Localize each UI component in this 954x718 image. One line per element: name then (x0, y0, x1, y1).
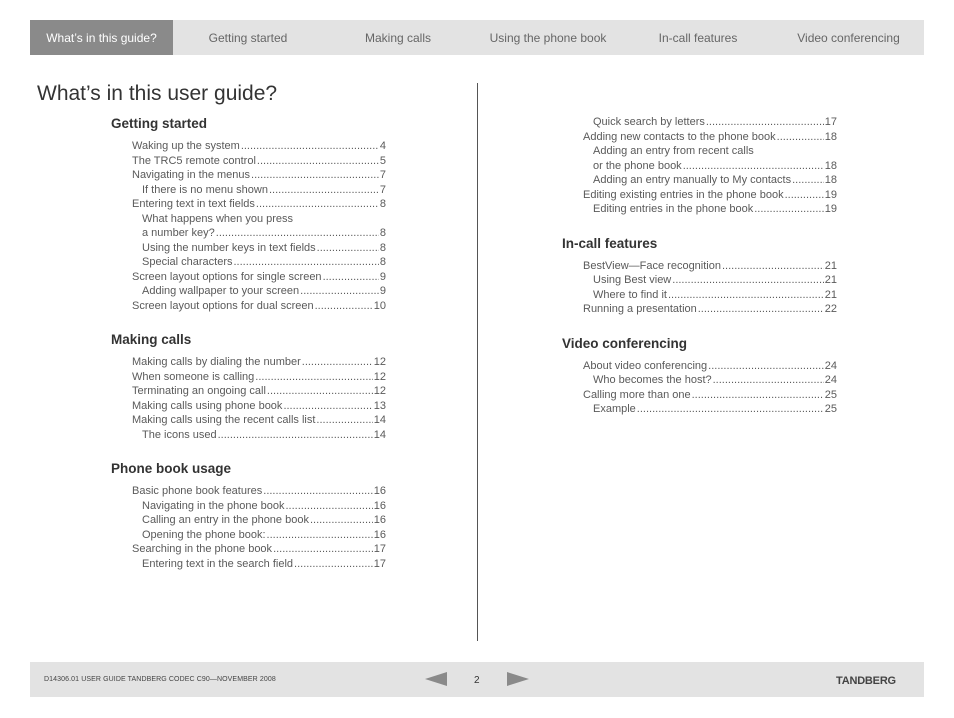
toc-entry[interactable] (562, 288, 837, 303)
toc-entry[interactable] (562, 273, 837, 288)
toc-entry[interactable] (562, 115, 837, 130)
entry-page: 12 (373, 370, 386, 383)
toc-entry[interactable] (111, 226, 386, 241)
entry-text: Screen layout options for single screen (132, 270, 322, 283)
entry-page: 21 (824, 259, 837, 272)
toc-entry[interactable] (111, 499, 386, 514)
entry-page: 17 (824, 116, 837, 128)
entry-page: 19 (824, 188, 837, 201)
entry-page: 16 (373, 514, 386, 526)
entry-page: 14 (373, 414, 386, 426)
entry-text: Adding an entry from recent calls (593, 145, 754, 157)
entry-text: Using Best view (593, 274, 672, 286)
entry-text: When someone is calling (132, 370, 255, 383)
toc-entry[interactable] (111, 154, 386, 169)
section-title: Getting started (111, 116, 208, 131)
toc-entry[interactable] (111, 428, 386, 443)
entry-page: 8 (379, 198, 386, 210)
toc-entry[interactable] (111, 528, 386, 543)
entry-text: The icons used (142, 428, 217, 441)
toc-entry[interactable] (111, 542, 386, 557)
toc-entry[interactable] (111, 484, 386, 499)
entry-page: 7 (379, 169, 386, 181)
entry-page: 7 (379, 183, 386, 196)
entry-page: 10 (373, 299, 386, 312)
entry-text: Navigating in the phone book (142, 499, 285, 512)
section-in-call-features (562, 235, 837, 317)
entry-page: 13 (373, 399, 386, 412)
entry-page: 24 (824, 374, 837, 386)
tab-video-conferencing[interactable]: Video conferencing (797, 30, 900, 45)
toc-left-column (111, 115, 386, 571)
section-title: In-call features (562, 235, 658, 251)
entry-text: Making calls using the recent calls list (132, 414, 316, 426)
entry-text: or the phone book (593, 159, 682, 172)
entry-page: 12 (373, 356, 386, 368)
toc-entry[interactable] (562, 402, 837, 417)
entry-text: Opening the phone book: (142, 528, 266, 541)
entry-text: Adding new contacts to the phone book (583, 130, 776, 143)
entry-text: Who becomes the host? (593, 374, 712, 386)
toc-entries (111, 355, 386, 442)
tab-making-calls[interactable]: Making calls (364, 30, 432, 45)
section-title: Phone book usage (111, 461, 232, 476)
entry-text: BestView—Face recognition (583, 259, 721, 272)
entry-page: 4 (379, 140, 386, 152)
page-number: 2 (474, 675, 480, 686)
entry-page: 8 (379, 227, 386, 239)
toc-entries (562, 359, 837, 417)
entry-text: If there is no menu shown (142, 183, 268, 196)
section-phone-book-usage (111, 460, 386, 571)
toc-right-column (562, 115, 837, 417)
entry-text: Where to find it (593, 288, 667, 301)
entry-page: 12 (373, 385, 386, 397)
entry-text: The TRC5 remote control (132, 154, 256, 167)
column-divider (477, 83, 478, 641)
entry-text: Editing existing entries in the phone book (583, 188, 784, 201)
entry-text: What happens when you press (142, 212, 294, 225)
section-video-conferencing (562, 335, 837, 417)
toc-entry[interactable] (111, 139, 386, 154)
toc-entry[interactable] (562, 130, 837, 145)
section-making-calls (111, 331, 386, 442)
entry-text: Special characters (142, 256, 233, 268)
entry-text: Adding wallpaper to your screen (142, 285, 300, 297)
entry-page: 17 (373, 557, 386, 570)
entry-page: 17 (373, 543, 386, 555)
toc-entries (111, 139, 386, 313)
entry-page: 18 (824, 130, 837, 143)
entry-page: 16 (373, 499, 386, 512)
entry-page: 16 (373, 528, 386, 541)
toc-entries (562, 115, 837, 217)
entry-page: 18 (824, 159, 837, 172)
top-navigation (30, 20, 924, 55)
entry-text: Entering text in the search field (142, 557, 294, 570)
arrow-right-icon[interactable] (507, 672, 529, 691)
entry-text: Using the number keys in text fields (142, 241, 316, 254)
entry-page: 21 (824, 274, 837, 286)
entry-page: 9 (379, 285, 386, 297)
entry-page: 24 (824, 359, 837, 372)
toc-entry[interactable] (562, 202, 837, 217)
entry-text: Screen layout options for dual screen (132, 299, 314, 312)
section-title: Making calls (111, 332, 192, 347)
toc-entry[interactable] (111, 241, 386, 256)
toc-entry[interactable] (111, 168, 386, 183)
entry-text: a number key? (142, 227, 215, 239)
toc-entry[interactable] (562, 373, 837, 388)
toc-entry[interactable] (562, 144, 837, 159)
entry-text: Basic phone book features (132, 485, 263, 497)
toc-entry[interactable] (111, 255, 386, 270)
entry-page: 16 (373, 485, 386, 497)
section-getting-started (111, 115, 386, 313)
entry-page: 18 (824, 174, 837, 186)
entry-page: 9 (379, 270, 386, 283)
toc-entry[interactable] (111, 183, 386, 198)
section-phone-book-continued (562, 115, 837, 217)
entry-text: Calling an entry in the phone book (142, 514, 309, 526)
entry-text: Making calls using phone book (132, 399, 283, 412)
toc-entry[interactable] (111, 197, 386, 212)
toc-entries (111, 484, 386, 571)
entry-page: 25 (824, 388, 837, 401)
entry-text: Example (593, 403, 636, 415)
toc-entry[interactable] (111, 270, 386, 285)
entry-text: Navigating in the menus (132, 169, 251, 181)
entry-text: Calling more than one (583, 388, 691, 401)
toc-entry[interactable] (111, 284, 386, 299)
tab-whats-in-guide[interactable]: What’s in this guide? (30, 20, 173, 55)
toc-entry[interactable] (562, 259, 837, 274)
entry-text: Waking up the system (132, 140, 240, 152)
entry-text: Quick search by letters (593, 116, 705, 128)
entry-page: 25 (824, 403, 837, 415)
entry-page: 5 (379, 154, 386, 167)
entry-page: 19 (824, 203, 837, 215)
toc-entry[interactable] (562, 388, 837, 403)
toc-entry[interactable] (111, 370, 386, 385)
toc-entry[interactable] (562, 188, 837, 203)
entry-text: Entering text in text fields (132, 198, 255, 210)
toc-entry[interactable] (111, 212, 386, 227)
entry-text: Adding an entry manually to My contacts (593, 174, 792, 186)
toc-entry[interactable] (111, 384, 386, 399)
entry-text: Running a presentation (583, 303, 697, 315)
footer-bar (30, 662, 924, 697)
section-title: Video conferencing (562, 335, 688, 351)
entry-text: Searching in the phone book (132, 543, 273, 555)
entry-page: 21 (824, 288, 837, 301)
tab-phone-book[interactable]: Using the phone book (489, 30, 607, 45)
page-title: What’s in this user guide? (37, 82, 278, 105)
toc-entry[interactable] (111, 299, 386, 314)
toc-entry[interactable] (111, 413, 386, 428)
entry-page: 14 (373, 428, 386, 441)
toc-entry[interactable] (111, 399, 386, 414)
toc-entry[interactable] (111, 355, 386, 370)
toc-entry[interactable] (111, 557, 386, 572)
tandberg-logo: TANDBERG (836, 675, 896, 687)
entry-text: Editing entries in the phone book (593, 203, 754, 215)
tab-in-call-features[interactable]: In-call features (658, 30, 738, 45)
entry-page: 8 (379, 241, 386, 254)
toc-entry[interactable] (562, 302, 837, 317)
toc-entry[interactable] (562, 159, 837, 174)
entry-page: 8 (379, 256, 386, 268)
entry-text: Making calls by dialing the number (132, 356, 301, 368)
toc-entry[interactable] (562, 359, 837, 374)
tab-getting-started[interactable]: Getting started (208, 30, 288, 45)
toc-entries (562, 259, 837, 317)
entry-text: Terminating an ongoing call (132, 385, 266, 397)
entry-text: About video conferencing (583, 359, 708, 372)
entry-page: 22 (824, 303, 837, 315)
toc-entry[interactable] (562, 173, 837, 188)
arrow-left-icon[interactable] (425, 672, 447, 691)
document-reference: D14306.01 USER GUIDE TANDBERG CODEC C90—NOVEMBER 2008 (44, 676, 276, 683)
toc-entry[interactable] (111, 513, 386, 528)
